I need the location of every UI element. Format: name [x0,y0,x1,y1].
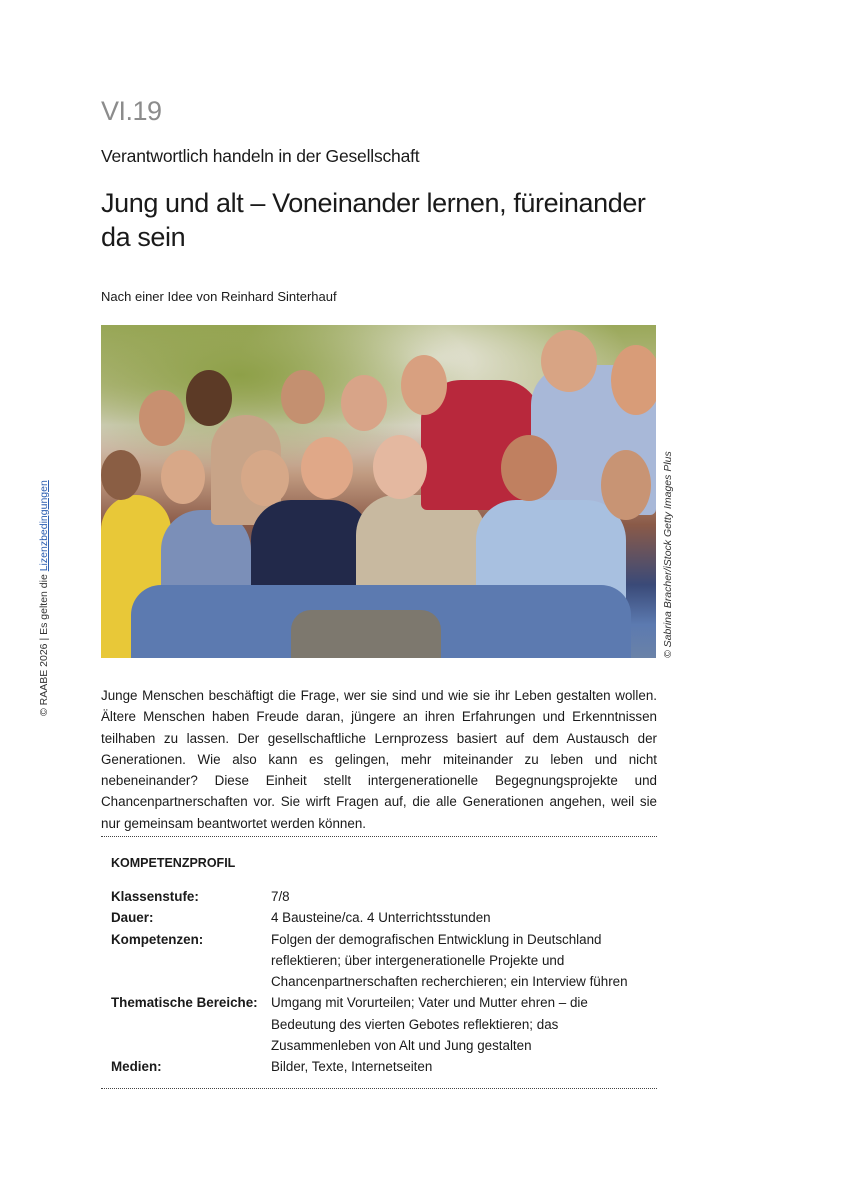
photo-credit: © Sabrina Bracher/iStock Getty Images Plus [662,451,674,658]
author-line: Nach einer Idee von Reinhard Sinterhauf [101,289,337,304]
photo-face [401,355,447,415]
profile-heading: KOMPETENZPROFIL [111,856,236,870]
photo-face [101,450,141,500]
series-title: Verantwortlich handeln in der Gesellschaft [101,146,420,166]
group-photo [101,325,656,658]
profile-value: Bilder, Texte, Internetseiten [271,1059,433,1075]
profile-label: Dauer: [111,910,154,926]
divider-top [101,836,657,837]
profile-value: Umgang mit Vorurteilen; Vater und Mutter ehren – die Bedeutung des vierten Gebotes reflektieren; das Zusammenleben von Alt und Jung gestalten [271,995,588,1054]
photo-face [611,345,656,415]
profile-value: 4 Bausteine/ca. 4 Unterrichtsstunden [271,910,491,926]
photo-face [161,450,205,504]
photo-face [301,437,353,499]
profile-label: Klassenstufe: [111,889,199,904]
photo-face [601,450,651,520]
profile-row [111,886,651,907]
profile-label: Kompetenzen: [111,931,204,947]
unit-code: VI.19 [101,96,162,126]
photo-figure [291,610,441,658]
profile-value: Folgen der demografischen Entwicklung in Deutschland reflektieren; über intergenerationelle Projekte und Chancenpartnerschaften recherchieren; ein Interview führen [271,931,628,990]
page-title: Jung und alt – Voneinander lernen, füreinander da sein [101,188,646,252]
profile-row [111,992,651,1056]
license-link[interactable]: Lizenzbedingungen [38,480,50,572]
photo-face [501,435,557,501]
divider-bottom [101,1088,657,1089]
photo-face [373,435,427,499]
photo-face [341,375,387,431]
photo-face [541,330,597,392]
photo-face [139,390,185,446]
photo-face [281,370,325,424]
intro-paragraph: Junge Menschen beschäftigt die Frage, wer sie sind und wie sie ihr Leben gestalten wollen. Ältere Menschen haben Freude daran, jüngere an ihren Erfahrungen und Erkenntnissen teilhaben zu lassen. Der gesellschaftliche Lernprozess basiert auf dem Austausch der Generationen. Wie also kann es gelingen, mehr miteinander zu leben und nicht nebeneinander? Diese Einheit stellt intergenerationelle Begegnungsprojekte und Chancenpartnerschaften vor. Sie wirft Fragen auf, die alle Generationen angehen, weil sie nur gemeinsam beantwortet werden können. [101,688,657,831]
photo-face [241,450,289,506]
profile-label: Thematische Bereiche: [111,995,258,1011]
profile-row [111,929,651,993]
profile-value: 7/8 [271,889,290,904]
profile-row [111,907,651,928]
license-note [38,480,50,716]
photo-face [186,370,232,426]
profile-table [111,886,651,1078]
copyright-text: © RAABE 2026 | Es gelten die [38,571,50,716]
profile-label: Medien: [111,1059,162,1075]
profile-row [111,1056,651,1077]
